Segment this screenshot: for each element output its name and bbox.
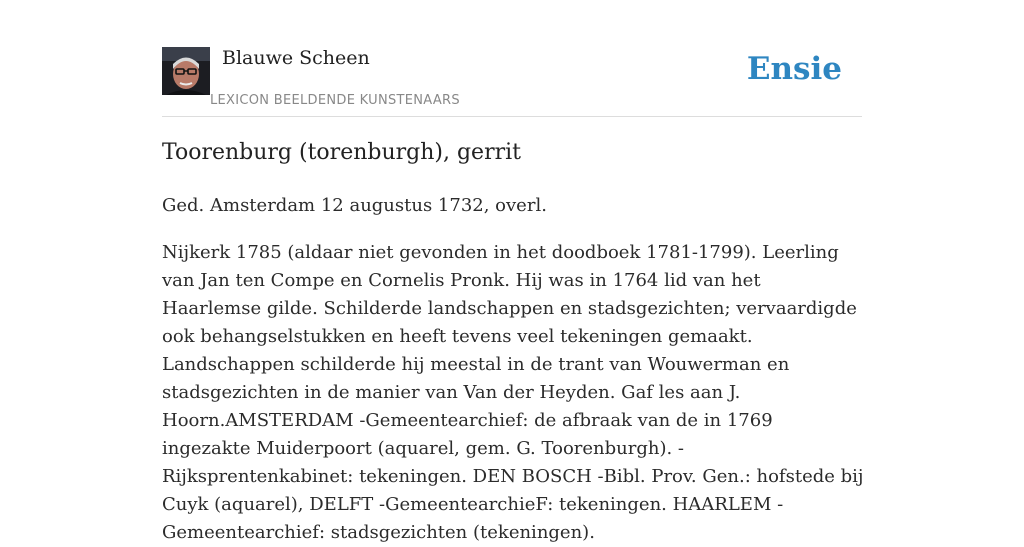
author-avatar[interactable]	[162, 47, 210, 95]
article-title: Toorenburg (torenburgh), gerrit	[162, 140, 521, 165]
article-header	[162, 46, 862, 117]
avatar-photo	[162, 47, 210, 95]
article-paragraph-1: Ged. Amsterdam 12 augustus 1732, overl.	[162, 195, 547, 216]
brand-logo[interactable]: Ensie	[746, 51, 842, 87]
category-label[interactable]: LEXICON BEELDENDE KUNSTENAARS	[210, 93, 460, 108]
author-name[interactable]: Blauwe Scheen	[222, 47, 370, 69]
article-paragraph-2: Nijkerk 1785 (aldaar niet gevonden in het doodboek 1781-1799). Leerling van Jan ten Compe en Cornelis Pronk. Hij was in 1764 lid van het Haarlemse gilde. Schilderde landschappen en stadsgezichten; vervaardigde ook behangselstukken en heeft tevens veel tekeningen gemaakt. Landschappen schilderde hij meestal in de trant van Wouwerman en stadsgezichten in de manier van Van der Heyden. Gaf les aan J. Hoorn.AMSTERDAM -Gemeentearchief: de afbraak van de in 1769 ingezakte Muiderpoort (aquarel, gem. G. Toorenburgh). -Rijksprentenkabinet: tekeningen. DEN BOSCH -Bibl. Prov. Gen.: hofstede bij Cuyk (aquarel), DELFT -GemeentearchieF: tekeningen. HAARLEM -Gemeentearchief: stadsgezichten (tekeningen).	[162, 242, 864, 543]
